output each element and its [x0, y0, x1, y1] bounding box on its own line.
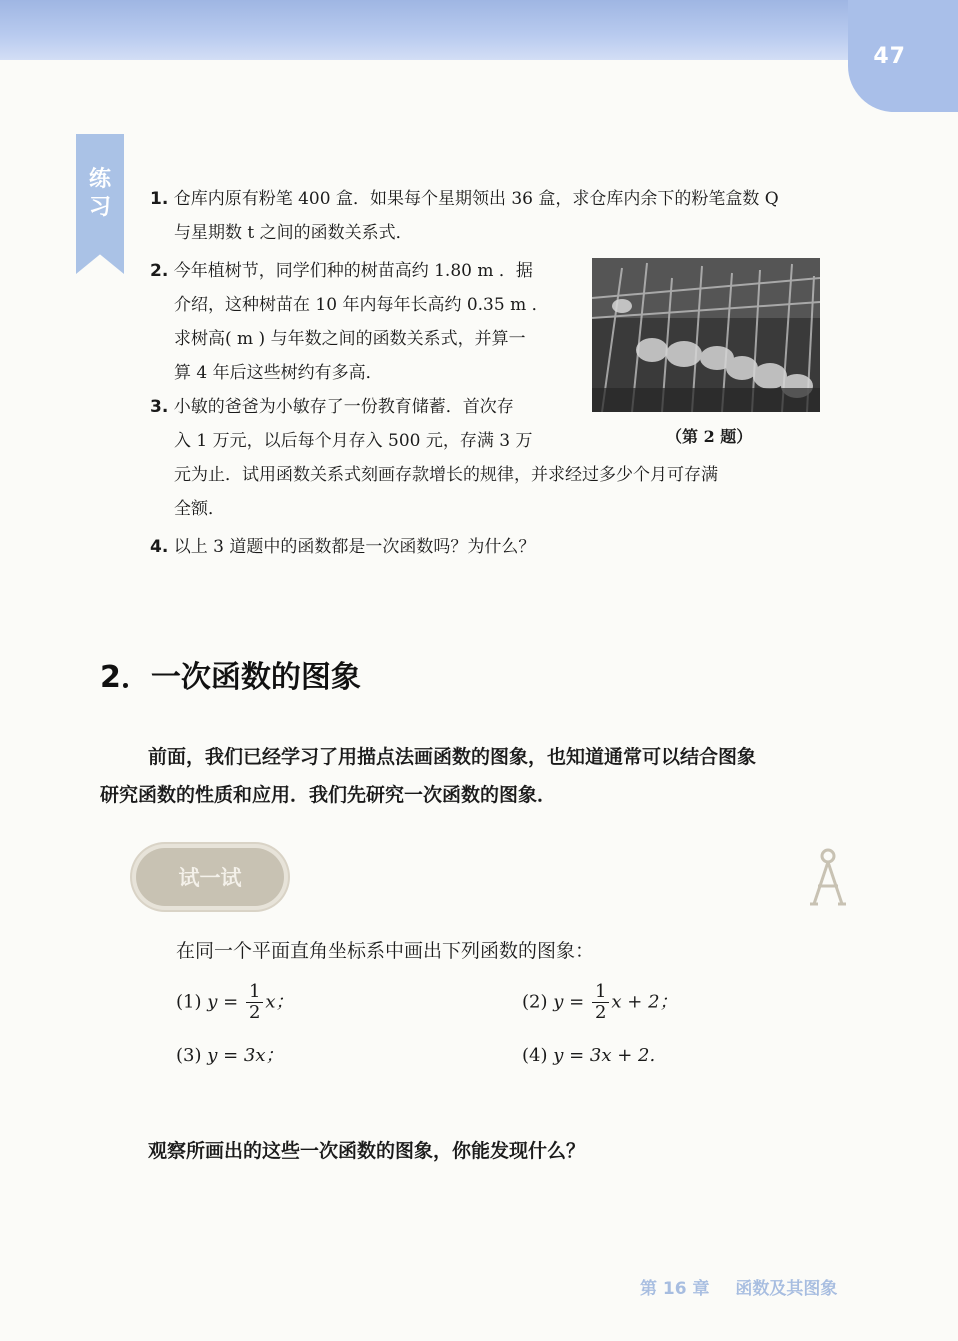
practice-label: 练 习: [88, 167, 111, 220]
practice-item-3-line-3: 元为止．试用函数关系式刻画存款增长的规律，并求经过多少个月可存满: [174, 465, 718, 485]
practice-item-3-line-2: 入 1 万元，以后每个月存入 500 元，存满 3 万: [174, 431, 533, 451]
function-2: (2) y = $\frac{1}{2}$ x + 2；: [522, 981, 678, 1023]
practice-item-2-line-2: 介绍，这种树苗在 10 年内每年长高约 0.35 m ．: [174, 295, 549, 315]
section-title: 2．一次函数的图象: [100, 660, 361, 695]
intro-line-2: 研究函数的性质和应用．我们先研究一次函数的图象．: [100, 784, 557, 806]
function-1: (1) y = $\frac{1}{2}$ x；: [176, 981, 294, 1023]
fraction-one-half: $\frac{1}{2}$: [592, 982, 609, 1023]
function-4: (4) y = 3x + 2.: [522, 1045, 656, 1066]
chapter-footer: 第 16 章 函数及其图象: [640, 1279, 838, 1299]
practice-item-2: 2. 今年植树节，同学们种的树苗高约 1.80 m ．据: [150, 261, 533, 281]
practice-item-3-line-4: 全额．: [174, 499, 225, 519]
page-number: 47: [873, 44, 906, 69]
observation-question: 观察所画出的这些一次函数的图象，你能发现什么？: [148, 1140, 586, 1162]
practice-item-1-cont: 与星期数 t 之间的函数关系式．: [174, 223, 413, 243]
function-3: (3) y = 3x；: [176, 1045, 284, 1066]
intro-line-1: 前面，我们已经学习了用描点法画函数的图象，也知道通常可以结合图象: [148, 746, 757, 768]
practice-item-1: 1. 仓库内原有粉笔 400 盒．如果每个星期领出 36 盒，求仓库内余下的粉笔盒数 Q: [150, 189, 779, 209]
tree-seedlings-photo: [592, 258, 820, 412]
try-it-label: 试一试: [178, 866, 242, 890]
compass-icon: [804, 846, 852, 910]
practice-item-3: 3. 小敏的爸爸为小敏存了一份教育储蓄．首次存: [150, 397, 514, 417]
top-banner: [0, 0, 958, 60]
practice-item-4: 4. 以上 3 道题中的函数都是一次函数吗？为什么？: [150, 537, 536, 557]
fraction-one-half: $\frac{1}{2}$: [246, 982, 263, 1023]
try-it-instruction: 在同一个平面直角坐标系中画出下列函数的图象：: [176, 940, 595, 962]
practice-item-2-line-4: 算 4 年后这些树约有多高．: [174, 363, 383, 383]
photo-caption: （第 2 题）: [666, 427, 753, 446]
practice-item-2-line-3: 求树高( m ) 与年数之间的函数关系式，并算一: [174, 329, 526, 349]
